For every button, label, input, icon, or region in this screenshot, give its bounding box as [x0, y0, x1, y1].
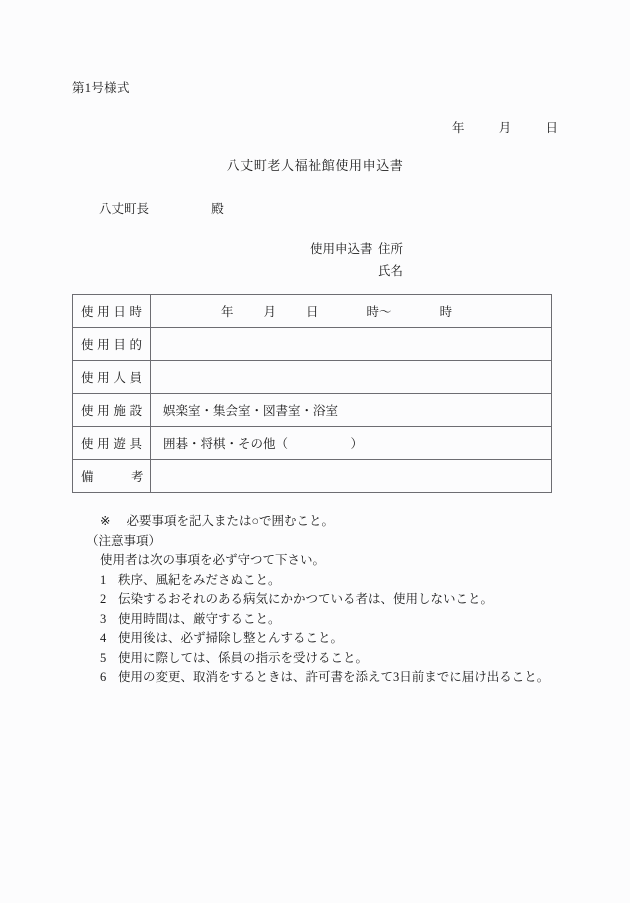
- usage-time-from-label: 時〜: [366, 305, 392, 319]
- table-row: [73, 427, 552, 460]
- list-item: [72, 571, 572, 591]
- applicant-address-label: 住所: [378, 242, 404, 256]
- table-row: [73, 295, 552, 328]
- note-item-text: 使用時間は、厳守すること。: [118, 611, 281, 626]
- addressee: [99, 199, 224, 217]
- notes-section: [72, 512, 572, 688]
- list-item: [72, 590, 572, 610]
- row-value-usage-purpose[interactable]: [151, 328, 552, 361]
- notes-heading: （注意事項）: [86, 533, 162, 548]
- row-label-usage-purpose: 使 用 目 的: [73, 328, 151, 361]
- application-table: [72, 294, 552, 493]
- row-label-usage-facility: 使 用 施 設: [73, 394, 151, 427]
- applicant-lead-label: 使用申込書: [310, 242, 373, 256]
- note-item-text: 秩序、風紀をみださぬこと。: [118, 572, 281, 587]
- row-value-usage-facility[interactable]: 娯楽室・集会室・図書室・浴室: [151, 394, 552, 427]
- table-row: [73, 460, 552, 493]
- note-item-number: 4: [100, 631, 107, 645]
- date-year-label: 年: [451, 121, 465, 135]
- date-month-label: 月: [498, 121, 512, 135]
- row-value-remarks[interactable]: [151, 460, 552, 493]
- note-item-number: 2: [100, 592, 107, 606]
- list-item: [72, 629, 572, 649]
- applicant-block: [310, 238, 403, 282]
- note-item-text: 使用の変更、取消をするときは、許可書を添えて3日前までに届け出ること。: [118, 670, 550, 684]
- date-line: [0, 118, 558, 136]
- list-item: [72, 668, 572, 688]
- notes-intro: 使用者は次の事項を必ず守つて下さい。: [100, 553, 326, 567]
- note-item-text: 使用後は、必ず掃除し整とんすること。: [118, 631, 344, 645]
- list-item: [72, 610, 572, 630]
- applicant-name-label: 氏名: [378, 264, 404, 278]
- applicant-address-row: [310, 238, 403, 260]
- row-value-usage-headcount[interactable]: [151, 361, 552, 394]
- row-label-usage-headcount: 使 用 人 員: [73, 361, 151, 394]
- row-value-usage-equipment[interactable]: 囲碁・将棋・その他（ ）: [151, 427, 552, 460]
- applicant-name-row: [310, 260, 403, 282]
- note-item-text: 使用に際しては、係員の指示を受けること。: [118, 650, 369, 665]
- row-label-usage-datetime: 使 用 日 時: [73, 295, 151, 328]
- table-row: [73, 328, 552, 361]
- notes-list: [72, 571, 572, 688]
- addressee-honorific: 殿: [211, 202, 224, 216]
- addressee-name: 八丈町長: [99, 202, 150, 216]
- usage-day-label: 日: [306, 305, 319, 319]
- row-value-usage-datetime[interactable]: [151, 295, 552, 328]
- date-day-label: 日: [545, 121, 558, 135]
- table-row: [73, 361, 552, 394]
- usage-year-label: 年: [221, 305, 234, 319]
- note-item-text: 伝染するおそれのある病気にかかつている者は、使用しないこと。: [118, 592, 494, 606]
- note-mark-symbol: ※: [100, 514, 111, 528]
- table-row: [73, 394, 552, 427]
- note-asterisk-line: [72, 512, 572, 532]
- form-number: 第1号様式: [72, 81, 130, 95]
- usage-month-label: 月: [263, 305, 277, 319]
- note-item-number: 1: [100, 572, 107, 587]
- note-mark-text: 必要事項を記入または○で囲むこと。: [126, 514, 335, 528]
- row-label-remarks: 備 考: [73, 460, 151, 493]
- row-label-usage-equipment: 使 用 遊 具: [73, 427, 151, 460]
- note-item-number: 3: [100, 611, 107, 626]
- list-item: [72, 649, 572, 669]
- page-title: 八丈町老人福祉館使用申込書: [226, 158, 404, 173]
- note-item-number: 5: [100, 650, 107, 665]
- note-item-number: 6: [100, 670, 107, 684]
- usage-time-to-label: 時: [439, 305, 453, 319]
